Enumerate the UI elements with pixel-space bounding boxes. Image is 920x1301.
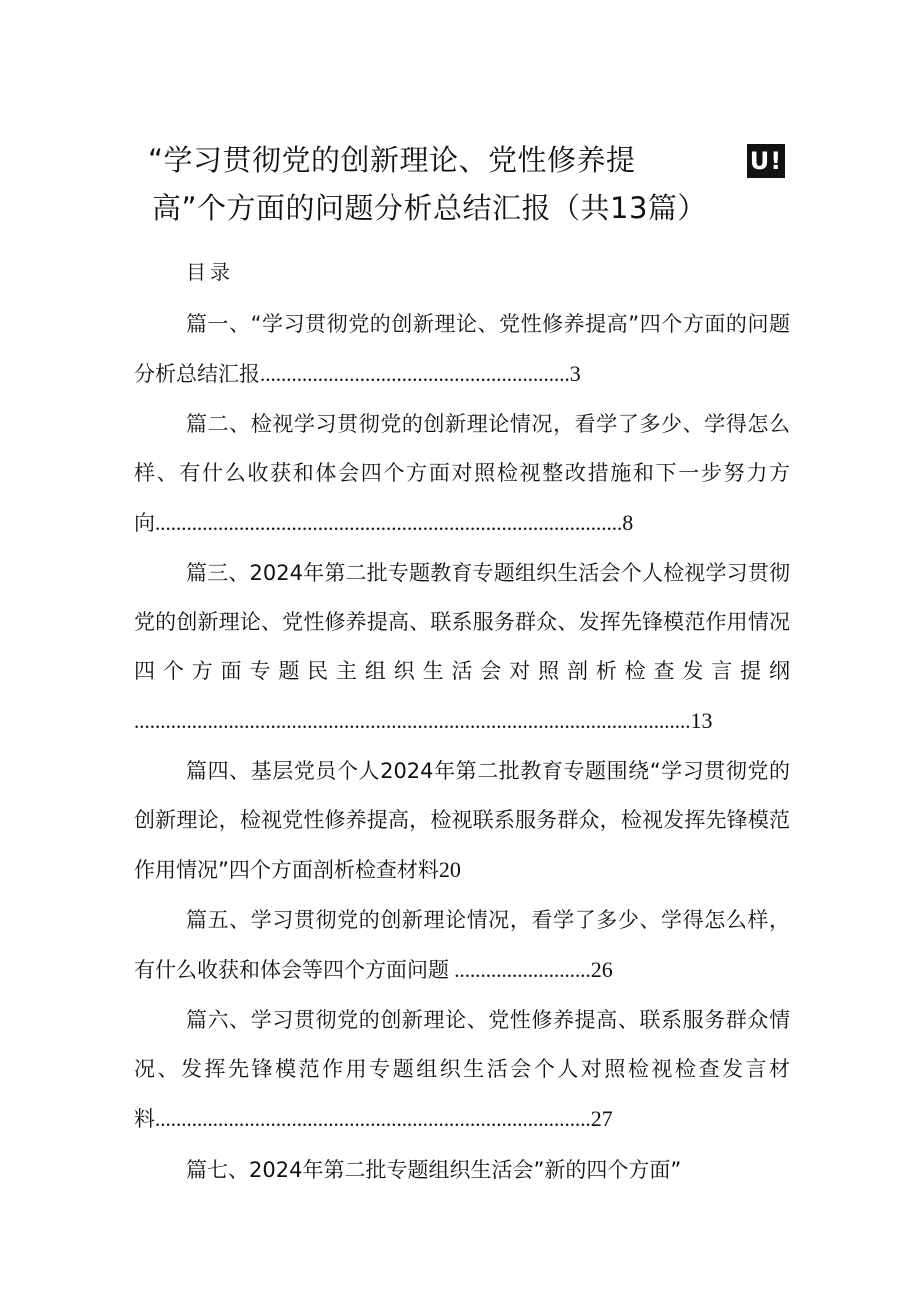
toc-page-number: 13 [690,708,713,733]
toc-entry-text: 篇四、基层党员个人2024年第二批教育专题围绕“学习贯彻党的创新理论，检视党性修养提高，检视联系服务群众，检视发挥先锋模范作用情况”四个方面剖析检查材料 [134,759,790,882]
toc-page-number: 3 [569,361,581,386]
toc-leader-dots: ......................................................................................... [155,511,623,535]
toc-entry-text: 篇三、2024年第二批专题教育专题组织生活会个人检视学习贯彻党的创新理论、党性修养提高、联系服务群众、发挥先锋模范作用情况四个方面专题民主组织生活会对照剖析检查发言提纲 [134,561,790,683]
stamp-logo: U! [747,144,785,178]
title-line-1: “学习贯彻党的创新理论、党性修养提 [148,143,636,177]
toc-entry-7[interactable] [134,1145,790,1195]
toc-entry-text: 篇六、学习贯彻党的创新理论、党性修养提高、联系服务群众情况、发挥先锋模范作用专题组织生活会个人对照检视检查发言材料 [134,1008,790,1131]
toc-entry-6[interactable] [134,996,790,1144]
title-line-2: 高”个方面的问题分析总结汇报（共13篇） [152,191,707,225]
toc-entry-text: 篇五、学习贯彻党的创新理论情况，看学了多少、学得怎么样，有什么收获和体会等四个方面问题 [134,908,790,982]
toc-entry-2[interactable] [134,400,790,548]
toc-entry-1[interactable] [134,300,790,399]
toc-leader-dots: ................................................................................... [155,1107,591,1131]
toc-entry-text: 篇七、2024年第二批专题组织生活会”新的四个方面” [186,1158,682,1182]
toc-leader-dots: .......................................................................................................... [134,709,691,733]
toc-entry-5[interactable] [134,896,790,995]
toc-leader-dots: ........................................................... [260,362,570,386]
toc-leader-dots: .......................... [449,958,591,982]
toc-entry-text: 篇一、“学习贯彻党的创新理论、党性修养提高”四个方面的问题分析总结汇报 [134,312,790,386]
toc-page-number: 26 [590,957,613,982]
toc-entry-3[interactable] [134,549,790,746]
toc-entry-text: 篇二、检视学习贯彻党的创新理论情况，看学了多少、学得怎么样、有什么收获和体会四个方面对照检视整改措施和下一步努力方向 [134,412,790,535]
toc-entry-4[interactable] [134,747,790,895]
document-title [148,136,808,232]
toc-page-number: 8 [622,510,634,535]
toc-page-number: 27 [590,1106,613,1131]
toc-heading: 目录 [186,260,234,284]
toc-page-number: 20 [438,857,461,882]
table-of-contents [134,300,790,1196]
